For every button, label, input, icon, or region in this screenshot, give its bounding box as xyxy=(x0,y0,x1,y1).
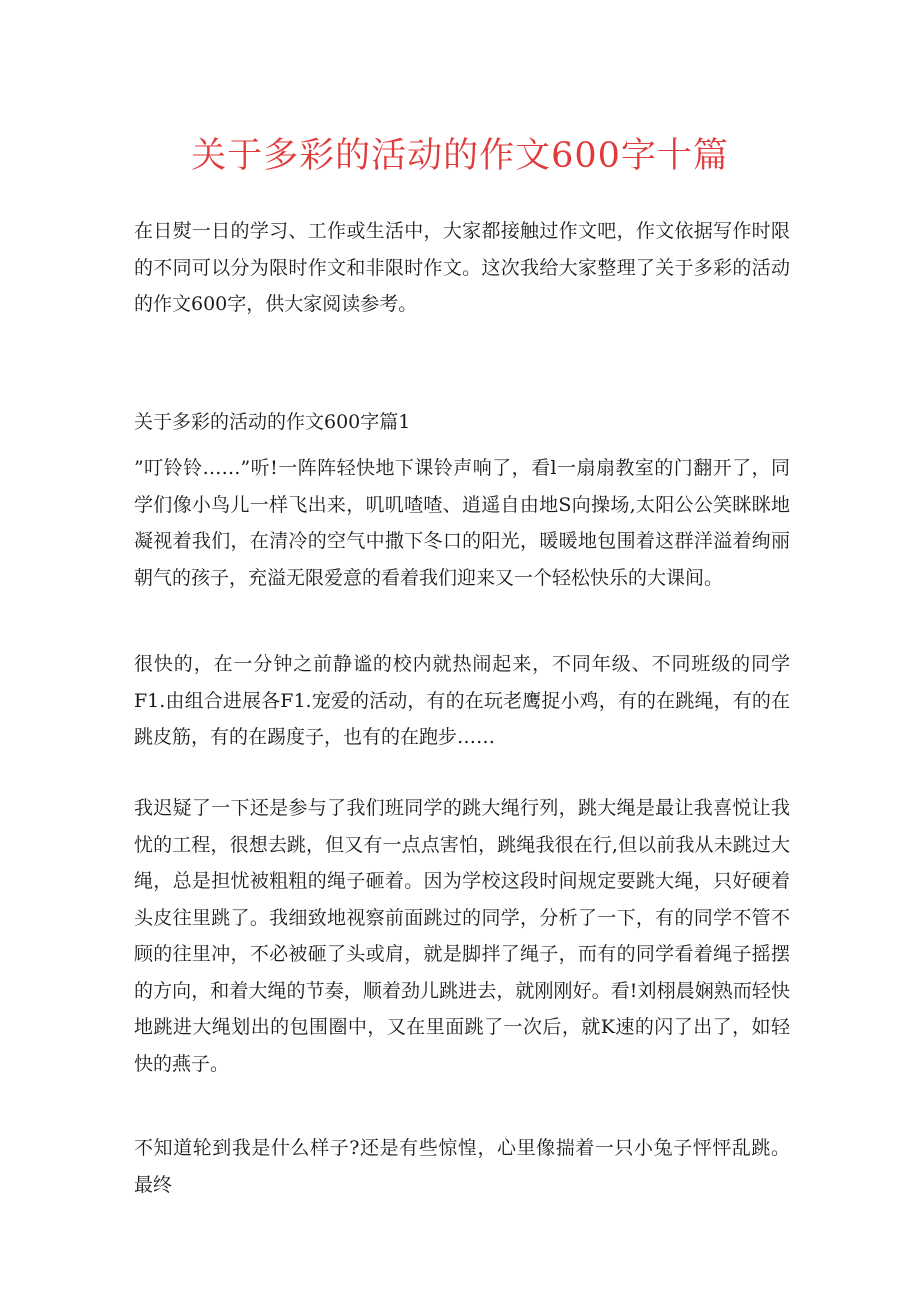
body-paragraph-2: 很快的，在一分钟之前静谧的校内就热闹起来，不同年级、不同班级的同学F1.由组合进展各F1.宠爱的活动，有的在玩老鹰捉小鸡，有的在跳绳，有的在跳皮筋，有的在踢度子，也有的在跑步…… xyxy=(134,653,790,748)
section-heading: 关于多彩的活动的作文600字篇1 xyxy=(134,411,411,433)
body-paragraph-3: 我迟疑了一下还是参与了我们班同学的跳大绳行列，跳大绳是最让我喜悦让我忧的工程，很想去跳，但又有一点点害怕，跳绳我很在行,但以前我从未跳过大绳，总是担忧被粗粗的绳子砸着。因为学校这段时间规定要跳大绳，只好硬着头皮往里跳了。我细致地视察前面跳过的同学，分析了一下，有的同学不管不顾的往里冲，不必被砸了头或肩，就是脚拌了绳子，而有的同学看着绳子摇摆的方向，和着大绳的节奏，顺着劲儿跳进去，就刚刚好。看!刘栩晨娴熟而轻快地跳进大绳划出的包围圈中，又在里面跳了一次后，就K速的闪了出了，如轻快的燕子。 xyxy=(134,797,790,1075)
intro-paragraph: 在日熨一日的学习、工作或生活中，大家都接触过作文吧，作文依据写作时限的不同可以分为限时作文和非限时作文。这次我给大家整理了关于多彩的活动的作文600字，供大家阅读参考。 xyxy=(134,220,790,315)
body-paragraph-1: ”叮铃铃……”听!一阵阵轻快地下课铃声响了，看l一扇扇教室的门翻开了，同学们像小鸟儿一样飞出来，叽叽喳喳、逍遥自由地S向操场,太阳公公笑眯眯地凝视着我们，在清冷的空气中撒下冬口的阳光，暖暖地包围着这群洋溢着绚丽朝气的孩子，充溢无限爱意的看着我们迎来又一个轻松快乐的大课间。 xyxy=(134,457,790,589)
body-paragraph-4: 不知道轮到我是什么样子?还是有些惊惶，心里像揣着一只小兔子怦怦乱跳。最终 xyxy=(134,1137,790,1196)
document-title: 关于多彩的活动的作文600字十篇 xyxy=(191,136,729,176)
